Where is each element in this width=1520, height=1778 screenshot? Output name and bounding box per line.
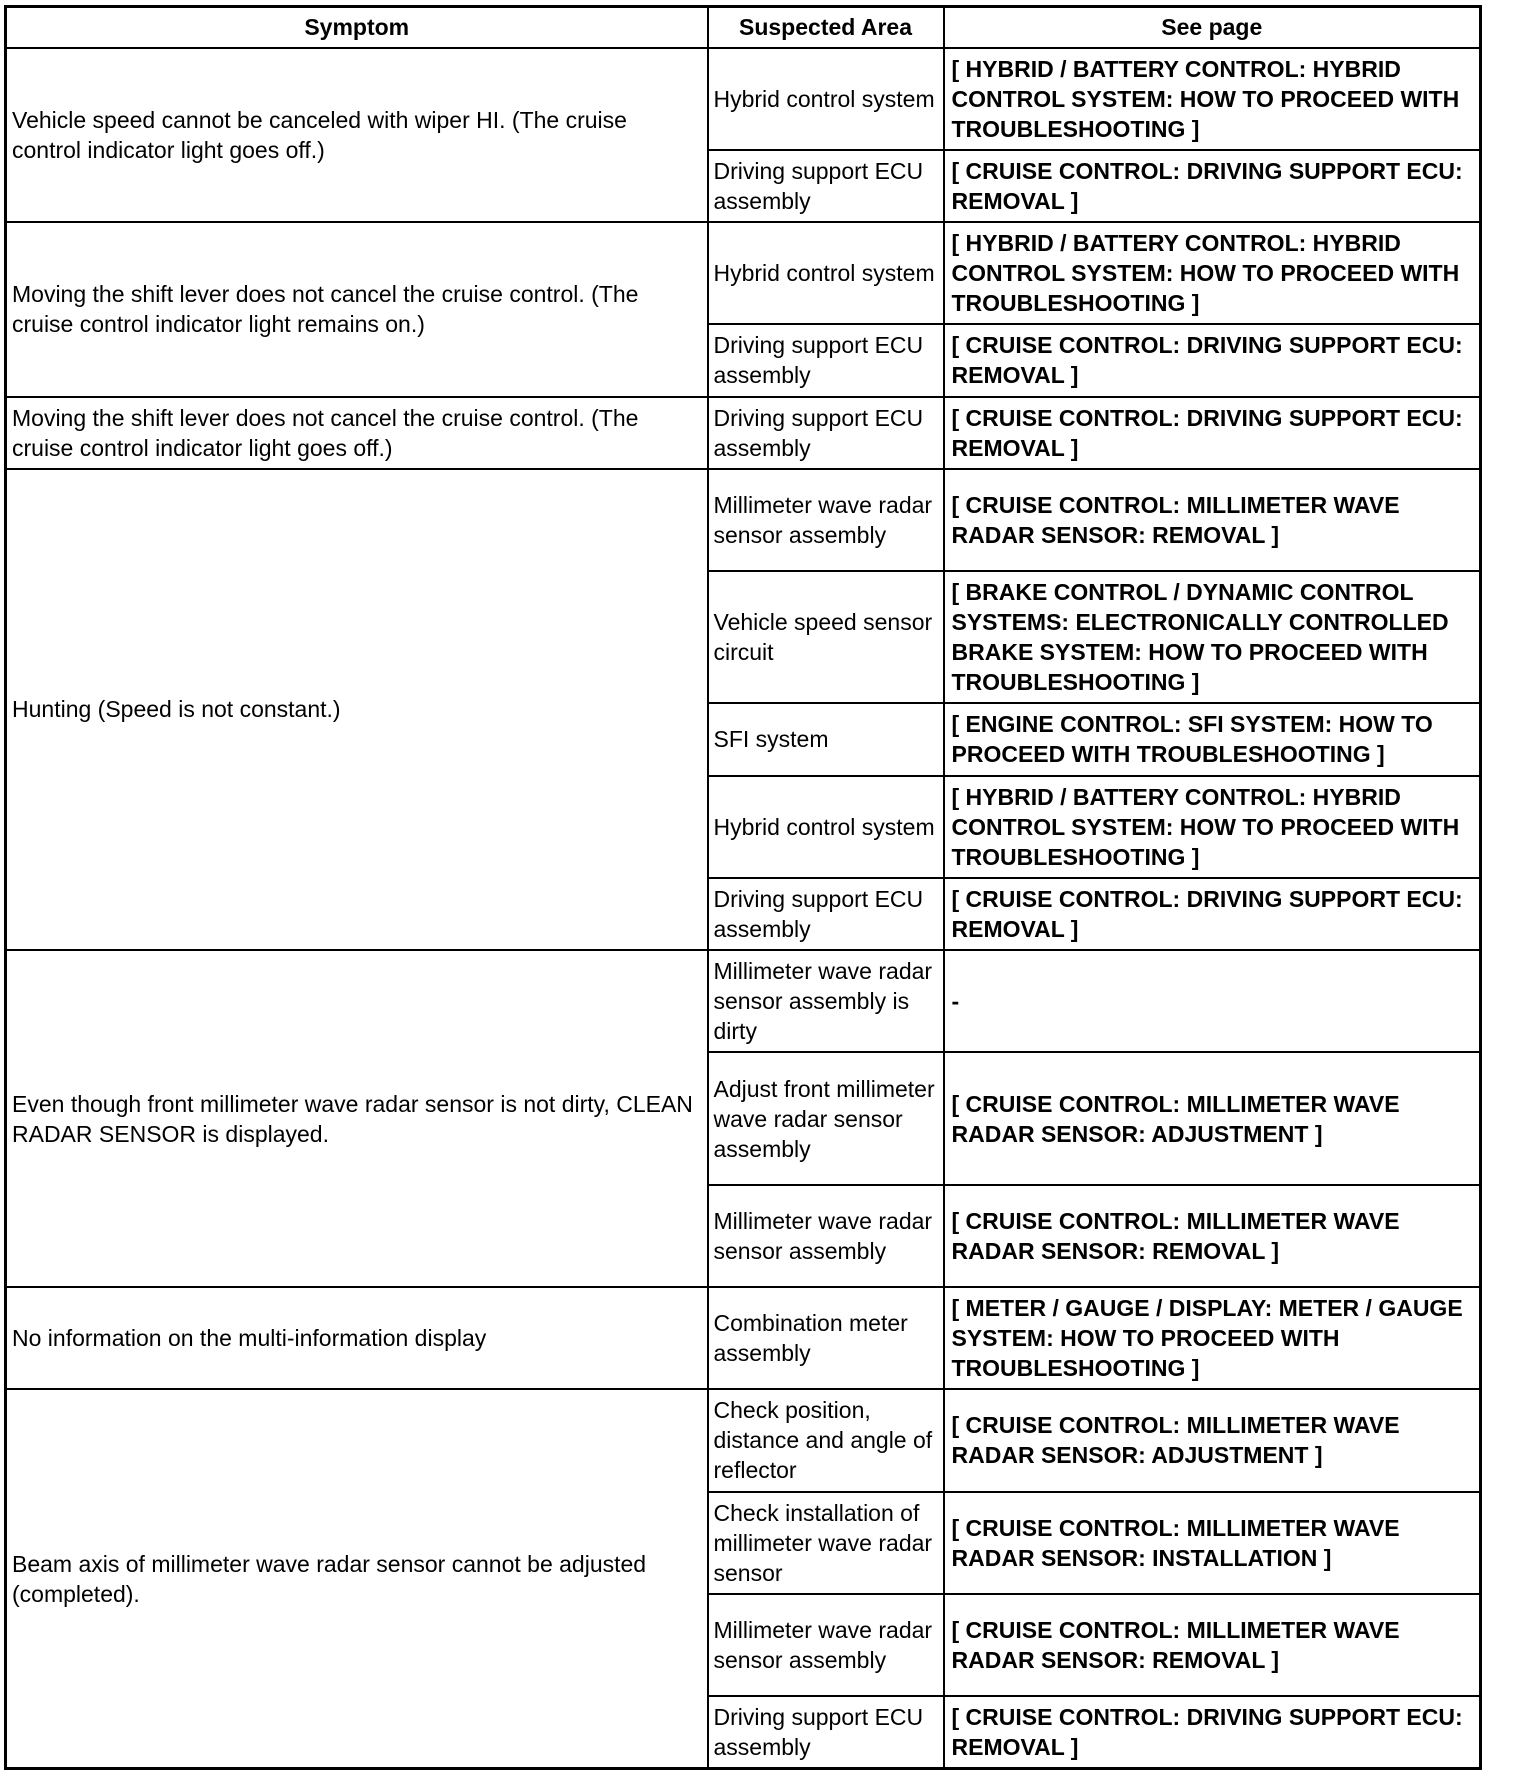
- see-page-cell: [ CRUISE CONTROL: DRIVING SUPPORT ECU: REMOVAL ]: [944, 324, 1481, 396]
- header-see-page: See page: [944, 7, 1481, 48]
- suspected-area-cell: SFI system: [708, 703, 944, 775]
- see-page-cell: [ CRUISE CONTROL: MILLIMETER WAVE RADAR SENSOR: REMOVAL ]: [944, 1594, 1481, 1696]
- suspected-area-cell: Millimeter wave radar sensor assembly: [708, 469, 944, 571]
- see-page-cell: [ CRUISE CONTROL: MILLIMETER WAVE RADAR SENSOR: INSTALLATION ]: [944, 1492, 1481, 1594]
- header-suspected-area: Suspected Area: [708, 7, 944, 48]
- see-page-cell: [ HYBRID / BATTERY CONTROL: HYBRID CONTROL SYSTEM: HOW TO PROCEED WITH TROUBLESHOOTING ]: [944, 48, 1481, 150]
- table-row: [6, 48, 1481, 150]
- table-row: [6, 1287, 1481, 1389]
- suspected-area-cell: Check installation of millimeter wave radar sensor: [708, 1492, 944, 1594]
- see-page-cell: [ HYBRID / BATTERY CONTROL: HYBRID CONTROL SYSTEM: HOW TO PROCEED WITH TROUBLESHOOTING ]: [944, 222, 1481, 324]
- suspected-area-cell: Vehicle speed sensor circuit: [708, 571, 944, 703]
- suspected-area-cell: Millimeter wave radar sensor assembly: [708, 1594, 944, 1696]
- suspected-area-cell: Combination meter assembly: [708, 1287, 944, 1389]
- troubleshooting-table: [4, 5, 1482, 1770]
- see-page-cell: [ CRUISE CONTROL: DRIVING SUPPORT ECU: REMOVAL ]: [944, 397, 1481, 469]
- see-page-cell: [ METER / GAUGE / DISPLAY: METER / GAUGE SYSTEM: HOW TO PROCEED WITH TROUBLESHOOTING ]: [944, 1287, 1481, 1389]
- suspected-area-cell: Check position, distance and angle of reflector: [708, 1389, 944, 1491]
- see-page-cell: -: [944, 950, 1481, 1052]
- header-symptom: Symptom: [6, 7, 708, 48]
- table-row: [6, 222, 1481, 324]
- suspected-area-cell: Hybrid control system: [708, 48, 944, 150]
- table-row: [6, 397, 1481, 469]
- see-page-cell: [ CRUISE CONTROL: MILLIMETER WAVE RADAR SENSOR: REMOVAL ]: [944, 1185, 1481, 1287]
- symptom-cell: Moving the shift lever does not cancel the cruise control. (The cruise control indicator light goes off.): [6, 397, 708, 469]
- table-row: [6, 950, 1481, 1052]
- see-page-cell: [ ENGINE CONTROL: SFI SYSTEM: HOW TO PROCEED WITH TROUBLESHOOTING ]: [944, 703, 1481, 775]
- symptom-cell: Moving the shift lever does not cancel the cruise control. (The cruise control indicator light remains on.): [6, 222, 708, 397]
- see-page-cell: [ CRUISE CONTROL: MILLIMETER WAVE RADAR SENSOR: ADJUSTMENT ]: [944, 1052, 1481, 1184]
- suspected-area-cell: Driving support ECU assembly: [708, 324, 944, 396]
- symptom-cell: Vehicle speed cannot be canceled with wiper HI. (The cruise control indicator light goes off.): [6, 48, 708, 223]
- header-row: [6, 7, 1481, 48]
- suspected-area-cell: Driving support ECU assembly: [708, 150, 944, 222]
- see-page-cell: [ CRUISE CONTROL: DRIVING SUPPORT ECU: REMOVAL ]: [944, 150, 1481, 222]
- table-row: [6, 1389, 1481, 1491]
- symptom-cell: Even though front millimeter wave radar sensor is not dirty, CLEAN RADAR SENSOR is displayed.: [6, 950, 708, 1287]
- suspected-area-cell: Driving support ECU assembly: [708, 1696, 944, 1768]
- suspected-area-cell: Driving support ECU assembly: [708, 878, 944, 950]
- see-page-cell: [ CRUISE CONTROL: MILLIMETER WAVE RADAR SENSOR: REMOVAL ]: [944, 469, 1481, 571]
- suspected-area-cell: Adjust front millimeter wave radar sensor assembly: [708, 1052, 944, 1184]
- symptom-cell: No information on the multi-information display: [6, 1287, 708, 1389]
- suspected-area-cell: Millimeter wave radar sensor assembly: [708, 1185, 944, 1287]
- suspected-area-cell: Hybrid control system: [708, 222, 944, 324]
- suspected-area-cell: Millimeter wave radar sensor assembly is dirty: [708, 950, 944, 1052]
- see-page-cell: [ BRAKE CONTROL / DYNAMIC CONTROL SYSTEMS: ELECTRONICALLY CONTROLLED BRAKE SYSTEM: HOW TO PROCEED WITH TROUBLESHOOTING ]: [944, 571, 1481, 703]
- table-row: [6, 469, 1481, 571]
- see-page-cell: [ CRUISE CONTROL: DRIVING SUPPORT ECU: REMOVAL ]: [944, 1696, 1481, 1768]
- symptom-cell: Beam axis of millimeter wave radar sensor cannot be adjusted (completed).: [6, 1389, 708, 1768]
- symptom-cell: Hunting (Speed is not constant.): [6, 469, 708, 950]
- see-page-cell: [ CRUISE CONTROL: DRIVING SUPPORT ECU: REMOVAL ]: [944, 878, 1481, 950]
- suspected-area-cell: Hybrid control system: [708, 776, 944, 878]
- see-page-cell: [ CRUISE CONTROL: MILLIMETER WAVE RADAR SENSOR: ADJUSTMENT ]: [944, 1389, 1481, 1491]
- suspected-area-cell: Driving support ECU assembly: [708, 397, 944, 469]
- see-page-cell: [ HYBRID / BATTERY CONTROL: HYBRID CONTROL SYSTEM: HOW TO PROCEED WITH TROUBLESHOOTING ]: [944, 776, 1481, 878]
